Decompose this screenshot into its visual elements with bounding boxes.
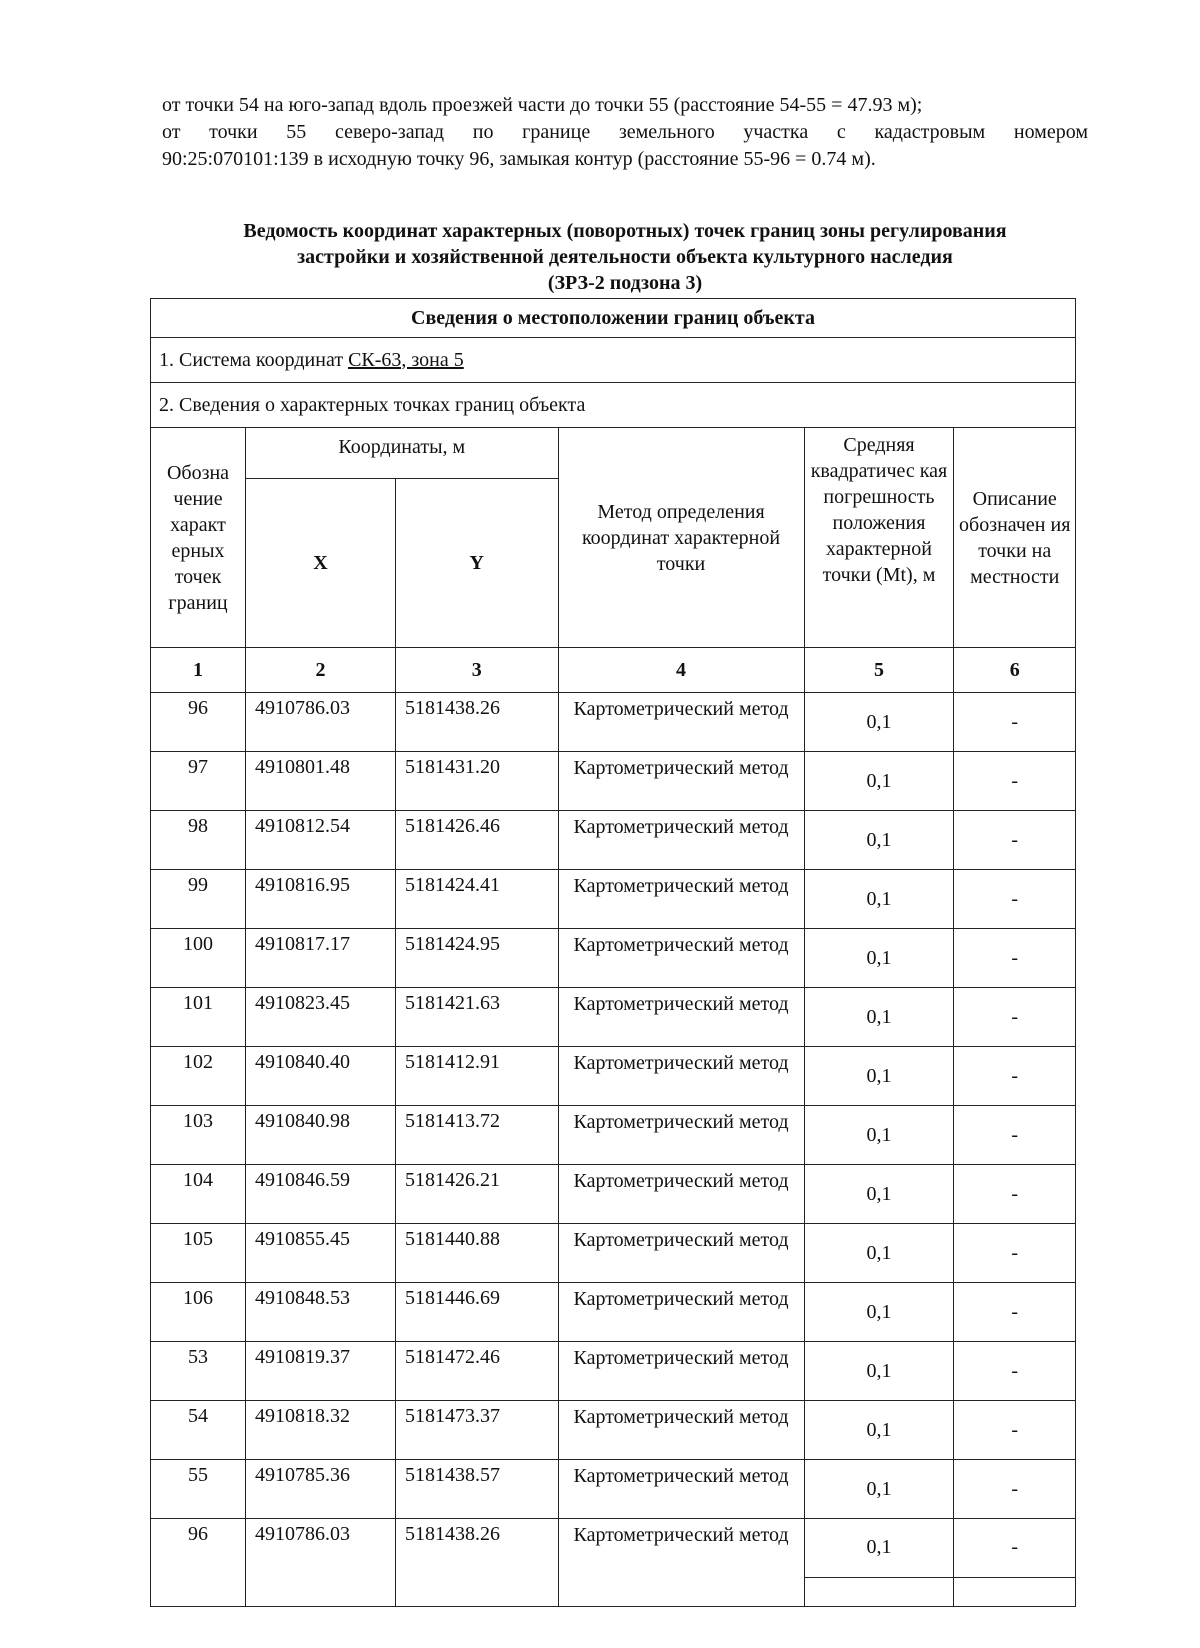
error-cell: 0,1 (804, 1224, 954, 1283)
y-coordinate-cell: 5181426.46 (395, 811, 558, 870)
column-number-5: 5 (804, 648, 954, 693)
points-info-row: 2. Сведения о характерных точках границ объекта (151, 383, 1076, 428)
header-designation: Обозна чение характ ерных точек границ (151, 428, 246, 648)
error-cell: 0,1 (804, 693, 954, 752)
empty-cell (558, 1577, 804, 1606)
point-number-cell: 98 (151, 811, 246, 870)
x-coordinate-cell: 4910823.45 (246, 988, 396, 1047)
x-coordinate-cell: 4910817.17 (246, 929, 396, 988)
method-cell: Картометрический метод (558, 1342, 804, 1401)
description-cell: - (954, 1047, 1076, 1106)
method-cell: Картометрический метод (558, 693, 804, 752)
description-cell: - (954, 1519, 1076, 1578)
description-cell: - (954, 1283, 1076, 1342)
header-description: Описание обозначен ия точки на местности (954, 428, 1076, 648)
point-number-cell: 105 (151, 1224, 246, 1283)
table-row (151, 929, 1076, 988)
description-cell: - (954, 1401, 1076, 1460)
empty-cell (954, 1577, 1076, 1606)
error-cell: 0,1 (804, 1460, 954, 1519)
error-cell: 0,1 (804, 929, 954, 988)
method-cell: Картометрический метод (558, 1106, 804, 1165)
heading-line-2: застройки и хозяйственной деятельности объекта культурного наследия (297, 246, 953, 268)
column-number-6: 6 (954, 648, 1076, 693)
point-number-cell: 53 (151, 1342, 246, 1401)
y-coordinate-cell: 5181424.95 (395, 929, 558, 988)
point-number-cell: 99 (151, 870, 246, 929)
y-coordinate-cell: 5181472.46 (395, 1342, 558, 1401)
x-coordinate-cell: 4910801.48 (246, 752, 396, 811)
intro-line-1: от точки 54 на юго-запад вдоль проезжей части до точки 55 (расстояние 54-55 = 47.93 м); (162, 94, 923, 116)
table-row (151, 1165, 1076, 1224)
coordinate-system-row (151, 338, 1076, 383)
y-coordinate-cell: 5181421.63 (395, 988, 558, 1047)
error-cell: 0,1 (804, 1283, 954, 1342)
table-row-empty (151, 1577, 1076, 1606)
method-cell: Картометрический метод (558, 988, 804, 1047)
description-cell: - (954, 1460, 1076, 1519)
y-coordinate-cell: 5181438.57 (395, 1460, 558, 1519)
point-number-cell: 106 (151, 1283, 246, 1342)
x-coordinate-cell: 4910785.36 (246, 1460, 396, 1519)
x-coordinate-cell: 4910786.03 (246, 1519, 396, 1578)
table-row (151, 1283, 1076, 1342)
point-number-cell: 97 (151, 752, 246, 811)
method-cell: Картометрический метод (558, 929, 804, 988)
method-cell: Картометрический метод (558, 752, 804, 811)
description-cell: - (954, 752, 1076, 811)
x-coordinate-cell: 4910848.53 (246, 1283, 396, 1342)
point-number-cell: 96 (151, 1519, 246, 1578)
error-cell: 0,1 (804, 988, 954, 1047)
error-cell: 0,1 (804, 1342, 954, 1401)
x-coordinate-cell: 4910855.45 (246, 1224, 396, 1283)
method-cell: Картометрический метод (558, 1401, 804, 1460)
table-row (151, 1047, 1076, 1106)
point-number-cell: 103 (151, 1106, 246, 1165)
header-error: Средняя квадратичес кая погрешность положения характерной точки (Mt), м (804, 428, 954, 648)
table-row (151, 811, 1076, 870)
y-coordinate-cell: 5181426.21 (395, 1165, 558, 1224)
header-y: Y (395, 479, 558, 648)
column-number-4: 4 (558, 648, 804, 693)
description-cell: - (954, 1224, 1076, 1283)
y-coordinate-cell: 5181438.26 (395, 1519, 558, 1578)
x-coordinate-cell: 4910816.95 (246, 870, 396, 929)
method-cell: Картометрический метод (558, 1224, 804, 1283)
table-row (151, 988, 1076, 1047)
header-x: X (246, 479, 396, 648)
x-coordinate-cell: 4910840.98 (246, 1106, 396, 1165)
x-coordinate-cell: 4910786.03 (246, 693, 396, 752)
description-cell: - (954, 870, 1076, 929)
table-row (151, 1224, 1076, 1283)
description-cell: - (954, 1165, 1076, 1224)
intro-text (162, 92, 1088, 173)
coordinates-table (150, 298, 1076, 1607)
empty-cell (395, 1577, 558, 1606)
column-number-2: 2 (246, 648, 396, 693)
method-cell: Картометрический метод (558, 1047, 804, 1106)
heading-line-3: (ЗРЗ-2 подзона 3) (547, 272, 703, 294)
empty-cell (151, 1577, 246, 1606)
coordinate-system-value: СК-63, зона 5 (348, 348, 464, 371)
column-number-3: 3 (395, 648, 558, 693)
y-coordinate-cell: 5181438.26 (395, 693, 558, 752)
error-cell: 0,1 (804, 870, 954, 929)
table-row (151, 1519, 1076, 1578)
y-coordinate-cell: 5181424.41 (395, 870, 558, 929)
header-method: Метод определения координат характерной точки (558, 428, 804, 648)
heading-line-1: Ведомость координат характерных (поворотных) точек границ зоны регулирования (243, 220, 1007, 242)
description-cell: - (954, 929, 1076, 988)
method-cell: Картометрический метод (558, 1283, 804, 1342)
error-cell: 0,1 (804, 1401, 954, 1460)
method-cell: Картометрический метод (558, 870, 804, 929)
error-cell: 0,1 (804, 1106, 954, 1165)
description-cell: - (954, 1342, 1076, 1401)
description-cell: - (954, 988, 1076, 1047)
table-row (151, 693, 1076, 752)
y-coordinate-cell: 5181412.91 (395, 1047, 558, 1106)
x-coordinate-cell: 4910840.40 (246, 1047, 396, 1106)
x-coordinate-cell: 4910846.59 (246, 1165, 396, 1224)
document-heading (160, 218, 1090, 296)
point-number-cell: 54 (151, 1401, 246, 1460)
section-title: Сведения о местоположении границ объекта (151, 299, 1076, 338)
y-coordinate-cell: 5181431.20 (395, 752, 558, 811)
error-cell: 0,1 (804, 752, 954, 811)
point-number-cell: 96 (151, 693, 246, 752)
table-row (151, 870, 1076, 929)
point-number-cell: 101 (151, 988, 246, 1047)
point-number-cell: 55 (151, 1460, 246, 1519)
error-cell: 0,1 (804, 811, 954, 870)
error-cell: 0,1 (804, 1519, 954, 1578)
coordinate-system-label: 1. Система координат (159, 348, 349, 371)
point-number-cell: 104 (151, 1165, 246, 1224)
y-coordinate-cell: 5181413.72 (395, 1106, 558, 1165)
x-coordinate-cell: 4910818.32 (246, 1401, 396, 1460)
intro-line-3: 90:25:070101:139 в исходную точку 96, замыкая контур (расстояние 55-96 = 0.74 м). (162, 148, 876, 170)
method-cell: Картометрический метод (558, 1165, 804, 1224)
method-cell: Картометрический метод (558, 1519, 804, 1578)
error-cell: 0,1 (804, 1047, 954, 1106)
y-coordinate-cell: 5181440.88 (395, 1224, 558, 1283)
y-coordinate-cell: 5181446.69 (395, 1283, 558, 1342)
method-cell: Картометрический метод (558, 811, 804, 870)
column-number-1: 1 (151, 648, 246, 693)
x-coordinate-cell: 4910812.54 (246, 811, 396, 870)
table-row (151, 752, 1076, 811)
point-number-cell: 100 (151, 929, 246, 988)
table-row (151, 1401, 1076, 1460)
empty-cell (246, 1577, 396, 1606)
x-coordinate-cell: 4910819.37 (246, 1342, 396, 1401)
table-row (151, 1460, 1076, 1519)
description-cell: - (954, 693, 1076, 752)
error-cell: 0,1 (804, 1165, 954, 1224)
description-cell: - (954, 1106, 1076, 1165)
intro-line-2: от точки 55 северо-запад по границе земельного участка с кадастровым номером (162, 121, 1088, 143)
y-coordinate-cell: 5181473.37 (395, 1401, 558, 1460)
method-cell: Картометрический метод (558, 1460, 804, 1519)
point-number-cell: 102 (151, 1047, 246, 1106)
description-cell: - (954, 811, 1076, 870)
table-row (151, 1106, 1076, 1165)
table-row (151, 1342, 1076, 1401)
empty-cell (804, 1577, 954, 1606)
header-coordinates: Координаты, м (246, 428, 559, 479)
